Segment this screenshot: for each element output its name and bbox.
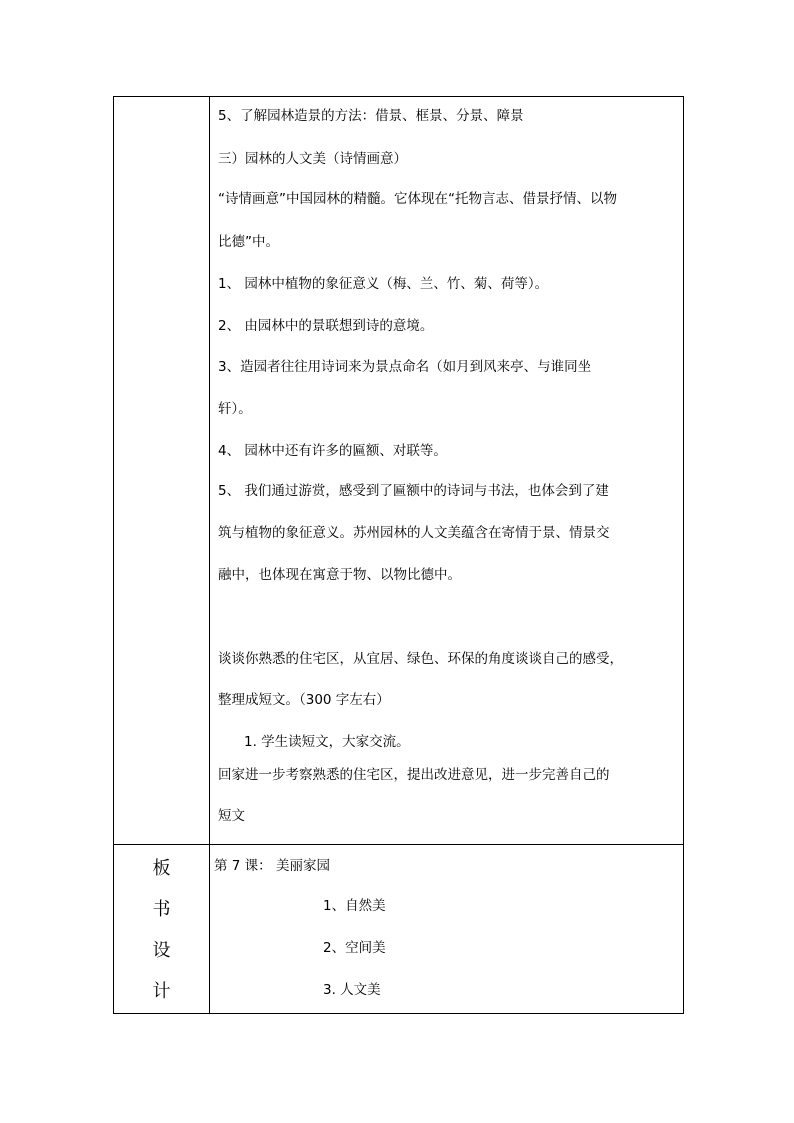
text-line-13: 谈谈你熟悉的住宅区，从宜居、绿色、环保的角度谈谈自己的感受， bbox=[218, 651, 623, 667]
text-line-11: 筑与植物的象征意义。苏州园林的人文美蕴含在寄情于景、情景交 bbox=[218, 525, 610, 541]
teaching-content-cell bbox=[210, 97, 684, 845]
text-line-6: 2、 由园林中的景联想到诗的意境。 bbox=[218, 318, 434, 334]
text-line-10: 5、 我们通过游赏，感受到了匾额中的诗词与书法，也体会到了建 bbox=[218, 483, 609, 499]
lesson-title: 第 7 课： 美丽家园 bbox=[214, 858, 330, 874]
text-line-4: 比德”中。 bbox=[218, 234, 279, 250]
board-point-3: 3. 人文美 bbox=[323, 982, 381, 998]
text-line-7: 3、造园者往往用诗词来为景点命名（如月到风来亭、与谁同坐 bbox=[218, 359, 592, 375]
text-line-14: 整理成短文。（300 字左右） bbox=[218, 692, 390, 708]
text-line-9: 4、 园林中还有许多的匾额、对联等。 bbox=[218, 443, 447, 459]
text-line-16: 回家进一步考察熟悉的住宅区，提出改进意见，进一步完善自己的 bbox=[218, 767, 610, 783]
lesson-plan-table bbox=[113, 96, 684, 1014]
text-line-8: 轩）。 bbox=[218, 401, 252, 417]
board-label-char-2: 书 bbox=[152, 899, 171, 920]
text-line-12: 融中，也体现在寓意于物、以物比德中。 bbox=[218, 567, 461, 583]
text-line-2: 三）园林的人文美（诗情画意） bbox=[218, 151, 407, 167]
board-point-1: 1、自然美 bbox=[323, 898, 386, 914]
text-line-5: 1、 园林中植物的象征意义（梅、兰、竹、菊、荷等）。 bbox=[218, 276, 549, 292]
board-design-row bbox=[114, 845, 684, 1014]
board-design-label-cell bbox=[114, 845, 210, 1014]
row-label-cell-empty bbox=[114, 97, 210, 845]
board-label-char-4: 计 bbox=[152, 981, 171, 1002]
text-line-15: 1. 学生读短文，大家交流。 bbox=[244, 734, 410, 750]
teaching-process-row bbox=[114, 97, 684, 845]
board-design-content-cell bbox=[210, 845, 684, 1014]
board-label-char-3: 设 bbox=[152, 940, 171, 961]
text-line-3: “诗情画意”中国园林的精髓。它体现在“托物言志、借景抒情、以物 bbox=[218, 191, 617, 207]
text-line-1: 5、了解园林造景的方法：借景、框景、分景、障景 bbox=[218, 108, 524, 124]
text-line-17: 短文 bbox=[218, 808, 245, 824]
board-label-char-1: 板 bbox=[152, 858, 171, 879]
board-point-2: 2、空间美 bbox=[323, 940, 386, 956]
